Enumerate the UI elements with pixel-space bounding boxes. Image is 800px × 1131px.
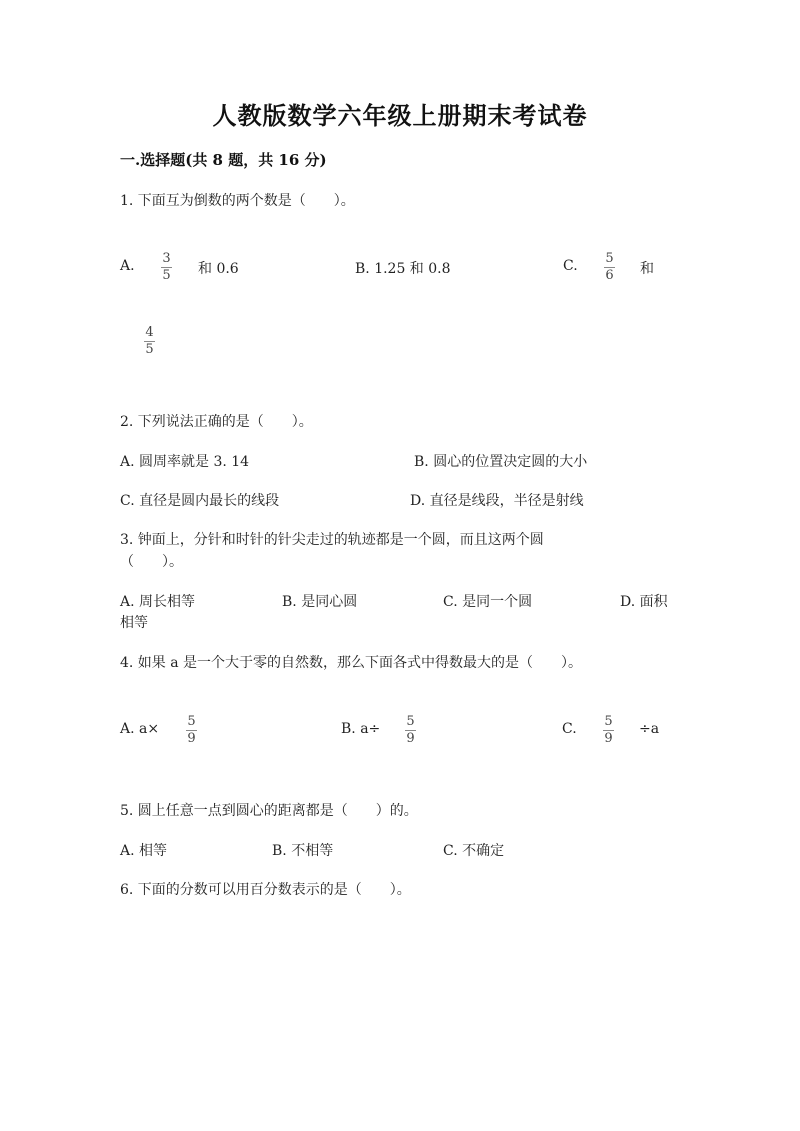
q1-option-c-label: C. (563, 258, 578, 274)
q5-option-a: A. 相等 (120, 843, 168, 859)
q3-option-a-continued: 相等 (120, 615, 148, 631)
q4-option-b-label: B. a÷ (341, 721, 381, 737)
q1-option-c-fraction-2 (144, 325, 155, 358)
q1-option-a-fraction (161, 251, 172, 284)
question-1-stem: 1. 下面互为倒数的两个数是（ ）。 (120, 193, 355, 209)
q2-option-c: C. 直径是圆内最长的线段 (120, 493, 280, 509)
q2-option-b: B. 圆心的位置决定圆的大小 (414, 454, 588, 470)
question-2-stem: 2. 下列说法正确的是（ ）。 (120, 414, 313, 430)
q4-option-b-fraction (405, 714, 416, 747)
question-3-stem-line-2: （ ）。 (120, 554, 183, 570)
q1-option-a-text: 和 0.6 (198, 261, 239, 277)
question-6-stem: 6. 下面的分数可以用百分数表示的是（ ）。 (120, 882, 411, 898)
q3-option-c: C. 是同一个圆 (443, 594, 533, 610)
fraction-numerator: 4 (145, 325, 154, 340)
fraction-numerator: 5 (187, 714, 196, 729)
fraction-numerator: 5 (605, 251, 614, 266)
question-4-stem: 4. 如果 a 是一个大于零的自然数，那么下面各式中得数最大的是（ ）。 (120, 655, 583, 671)
fraction-denominator: 9 (187, 731, 196, 746)
q2-option-a: A. 圆周率就是 3. 14 (120, 454, 250, 470)
question-3-stem-line-1: 3. 钟面上，分针和时针的针尖走过的轨迹都是一个圆，而且这两个圆 (120, 532, 544, 548)
q3-option-b: B. 是同心圆 (282, 594, 358, 610)
fraction-denominator: 9 (406, 731, 415, 746)
q4-option-a-fraction (186, 714, 197, 747)
fraction-numerator: 5 (406, 714, 415, 729)
fraction-denominator: 6 (605, 268, 614, 283)
q4-option-c-fraction (603, 714, 614, 747)
q5-option-c: C. 不确定 (443, 843, 505, 859)
q1-option-c-fraction (604, 251, 615, 284)
section-heading: 一.选择题(共 8 题，共 16 分) (120, 151, 327, 169)
q5-option-b: B. 不相等 (272, 843, 334, 859)
fraction-denominator: 5 (162, 268, 171, 283)
fraction-denominator: 9 (604, 731, 613, 746)
q3-option-a: A. 周长相等 (120, 594, 196, 610)
question-5-stem: 5. 圆上任意一点到圆心的距离都是（ ）的。 (120, 803, 418, 819)
q1-option-a-label: A. (120, 258, 135, 274)
page-title: 人教版数学六年级上册期末考试卷 (212, 101, 588, 130)
q1-option-c-text: 和 (640, 261, 654, 277)
q3-option-d: D. 面积 (620, 594, 668, 610)
q4-option-c-label: C. (562, 721, 577, 737)
q4-option-c-text: ÷a (639, 721, 660, 737)
q1-option-b: B. 1.25 和 0.8 (355, 261, 451, 277)
q4-option-a-label: A. a× (120, 721, 160, 737)
fraction-numerator: 3 (162, 251, 171, 266)
fraction-numerator: 5 (604, 714, 613, 729)
q2-option-d: D. 直径是线段，半径是射线 (410, 493, 584, 509)
fraction-denominator: 5 (145, 342, 154, 357)
